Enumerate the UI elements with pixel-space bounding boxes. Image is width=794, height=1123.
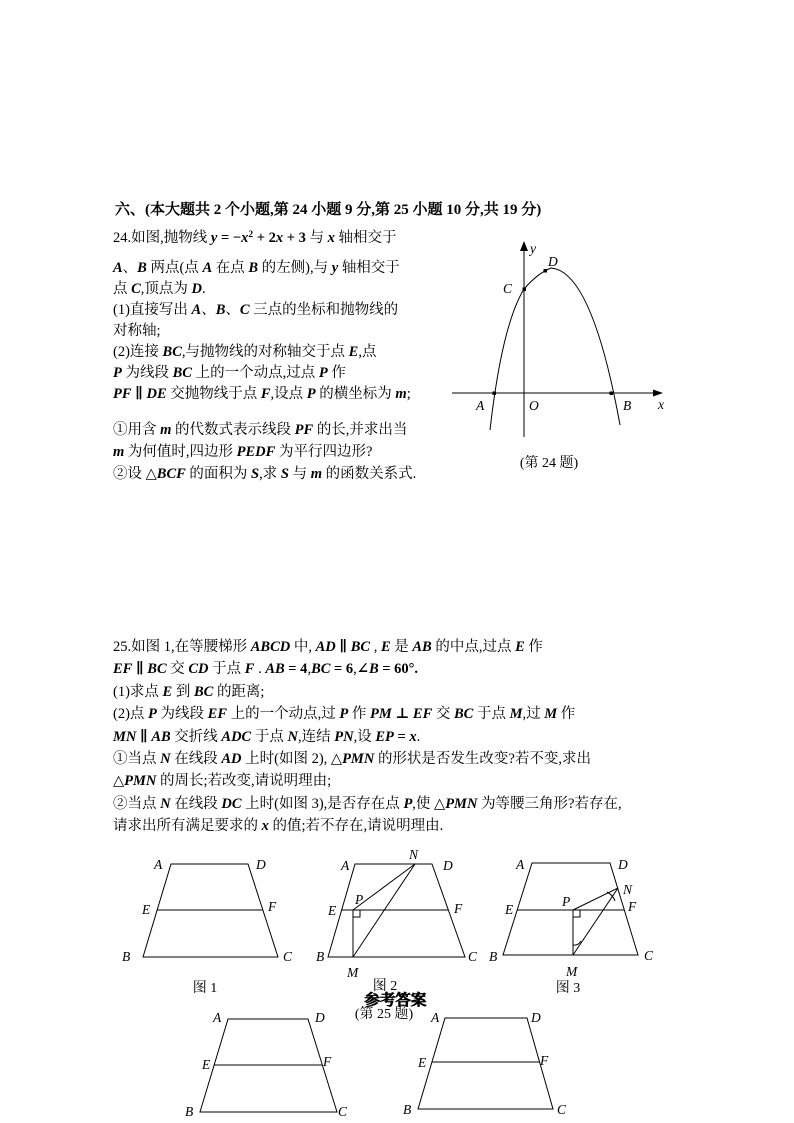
label-A: A [341, 858, 350, 873]
text-run: . [254, 661, 266, 678]
text-run: 作 [327, 365, 346, 381]
text-run: ①用含 [113, 422, 161, 438]
label-B: B [623, 398, 632, 413]
text-run: 的面积为 [185, 465, 252, 482]
text-run: m [160, 422, 172, 438]
answer-key-title: 参考答案 [363, 992, 426, 1009]
text-run: CD [188, 661, 209, 678]
text-run: . [202, 281, 206, 297]
label-C: C [503, 281, 513, 296]
text-run: x [261, 818, 269, 835]
text-run: 的长,并求出当 [313, 422, 408, 438]
text-run: 到 [172, 683, 194, 700]
text-line [113, 726, 622, 748]
text-run: BC [193, 683, 214, 700]
text-run: ; [406, 386, 411, 402]
trapezoid-outline [503, 863, 638, 955]
trapezoid-figure-4 [175, 1003, 355, 1121]
text-run: 作 [348, 706, 370, 723]
text-run: B [368, 661, 379, 678]
trapezoid-outline [418, 1018, 553, 1109]
text-run: 、 [225, 302, 240, 318]
text-run: 交抛物线于点 [166, 386, 261, 402]
text-run: F [244, 661, 255, 678]
problem24-body [113, 258, 411, 405]
text-run: P [306, 386, 316, 402]
text-run: 的左侧),与 [258, 260, 332, 276]
text-run: , [370, 639, 381, 655]
text-run: B [137, 260, 147, 276]
text-run: BC [454, 706, 474, 723]
text-run: 的形状是否发生改变?若不变,求出 [374, 751, 591, 768]
text-run: 为等腰三角形?若存在, [477, 795, 622, 812]
text-run: M [544, 706, 558, 723]
text-run: ,顶点为 [140, 281, 192, 297]
text-run: 25.如图 1,在等腰梯形 [113, 639, 251, 655]
segment-PN [573, 888, 618, 910]
text-run: E [515, 639, 525, 655]
text-run: 24.如图,抛物线 [113, 230, 211, 246]
text-run: P [148, 706, 157, 723]
label-B: B [489, 949, 498, 964]
text-run: B [215, 302, 226, 318]
section-header: 六、(本大题共 2 个小题,第 24 小题 9 分,第 25 小题 10 分,共 19 分) [115, 202, 542, 218]
text-run: A [113, 260, 123, 276]
text-run: y [210, 230, 218, 246]
x-axis-arrow [653, 390, 663, 397]
text-run: 在点 [212, 260, 249, 276]
text-run: 为何值时,四边形 [124, 443, 237, 460]
text-run: C [131, 281, 141, 297]
text-line [113, 793, 622, 815]
text-run: 、 [122, 260, 138, 276]
text-run: 的横坐标为 [315, 386, 396, 402]
text-run: ,设点 [270, 386, 307, 402]
label-C: C [644, 948, 654, 963]
text-run: 交折线 [170, 728, 222, 745]
text-run: 于点 [473, 706, 510, 723]
figure2-caption: 图 2 [372, 979, 398, 994]
text-run: DE [146, 386, 167, 402]
text-run: PEDF [236, 443, 276, 460]
text-run: E [380, 639, 391, 655]
text-run: m [395, 386, 407, 402]
label-D: D [315, 1010, 325, 1025]
text-run: PMN [342, 751, 375, 768]
text-run: ∥ [136, 728, 152, 745]
trapezoid-figure-5 [395, 1003, 575, 1121]
text-run: . [416, 728, 421, 745]
text-line [113, 748, 622, 770]
text-run: 轴相交于 [338, 260, 400, 276]
text-run: , [307, 661, 312, 678]
text-line [113, 658, 622, 680]
text-run: 请求出所有满足要求的 [113, 818, 262, 835]
problem25-body [113, 636, 622, 838]
text-run: DC [221, 795, 242, 812]
text-run: 作 [524, 639, 543, 655]
text-run: ①当点 [113, 751, 161, 768]
text-run: x [241, 230, 249, 246]
problem24-intro [113, 227, 397, 252]
text-run: A [202, 260, 213, 276]
text-line [113, 636, 622, 658]
text-run: 的值;若不存在,请说明理由. [268, 818, 444, 835]
label-P: P [562, 894, 571, 909]
text-run: 上的一个动点,过 [227, 706, 340, 723]
label-B: B [122, 949, 131, 964]
right-angle-mark [353, 910, 360, 917]
text-run: = 6 [330, 661, 354, 678]
text-run: N [287, 728, 298, 745]
text-run: ,过 [522, 706, 545, 723]
text-run: 是 [390, 639, 413, 655]
text-run: ABCD [250, 639, 291, 655]
segment-MN [573, 888, 618, 955]
text-run: (2)连接 [113, 344, 163, 360]
label-F: F [323, 1054, 332, 1069]
text-run: + 3 [283, 230, 310, 246]
answer-key-caption: (第 25 题) [354, 1007, 414, 1022]
text-run: P [339, 706, 349, 723]
text-run: 与 [288, 465, 311, 482]
text-run: ,与抛物线的对称轴交于点 [181, 344, 349, 360]
label-F: F [540, 1053, 549, 1068]
text-run: 、 [201, 302, 216, 318]
text-run: 上时(如图 2), △ [241, 751, 343, 768]
text-line [113, 363, 411, 384]
text-run: 轴相交于 [334, 230, 397, 246]
text-run: EF [207, 706, 227, 723]
text-run: 于点 [208, 661, 245, 678]
text-run: 在线段 [170, 751, 222, 768]
trapezoid-figure-3 [488, 845, 666, 980]
label-A: A [213, 1010, 222, 1025]
problem24-subquestions [113, 420, 416, 485]
label-C: C [283, 949, 293, 964]
label-B: B [185, 1104, 194, 1119]
point-D [544, 269, 548, 273]
figure1-caption: 图 1 [192, 981, 218, 996]
label-M: M [347, 965, 359, 980]
text-run: ∥ [132, 661, 148, 678]
text-run: 在线段 [170, 795, 222, 812]
text-run: 为线段 [156, 706, 208, 723]
label-D: D [443, 858, 453, 873]
text-run: BC [172, 365, 192, 381]
figure3-caption: 图 3 [555, 981, 581, 996]
point-A [493, 392, 497, 396]
figure24-caption: (第 24 题) [519, 456, 579, 471]
text-run: ∥ [335, 639, 351, 655]
label-P: P [355, 892, 364, 907]
label-A: A [476, 398, 485, 413]
text-run: 为平行四边形? [275, 443, 373, 460]
text-run: ⊥ [391, 706, 413, 723]
text-run: = − [217, 230, 242, 246]
text-run: 于点 [251, 728, 288, 745]
text-run: 对称轴; [113, 323, 161, 339]
text-run: AB [151, 728, 171, 745]
text-run: 的中点,过点 [431, 639, 516, 655]
text-line [113, 227, 397, 252]
text-run: △ [113, 773, 125, 790]
text-run: 三点的坐标和抛物线的 [249, 302, 399, 318]
text-run: EF [113, 661, 133, 678]
text-run: BC [162, 344, 182, 360]
label-C: C [557, 1102, 567, 1117]
text-run: PF [294, 422, 314, 438]
label-N: N [623, 882, 633, 897]
text-run: ∥ [131, 386, 147, 402]
text-run: E [348, 344, 359, 360]
text-run: y [331, 260, 339, 276]
text-run: 作 [557, 706, 576, 723]
text-run: 上的一个动点,过点 [191, 365, 319, 381]
text-line [113, 342, 411, 363]
text-line [113, 681, 622, 703]
text-run: PF [113, 386, 132, 402]
label-A: A [516, 857, 525, 872]
text-run: ,求 [259, 465, 281, 482]
text-run: + 2 [253, 230, 276, 246]
text-run: ∠ [356, 661, 369, 678]
label-E: E [202, 1057, 211, 1072]
label-y: y [530, 241, 536, 256]
angle-arc-N [607, 892, 615, 901]
label-O: O [529, 398, 539, 413]
text-run: AB [412, 639, 432, 655]
label-E: E [505, 902, 514, 917]
text-run: P [403, 795, 413, 812]
right-angle-mark [573, 910, 580, 917]
text-run: AD [221, 751, 242, 768]
text-run: ,使 △ [412, 795, 446, 812]
text-line [113, 770, 622, 792]
label-F: F [454, 901, 463, 916]
text-line [113, 300, 411, 321]
text-run: x [275, 230, 284, 246]
label-E: E [142, 902, 151, 917]
point-C [523, 288, 527, 292]
text-run: 与 [309, 230, 328, 246]
label-B: B [403, 1102, 412, 1117]
text-run: ,点 [358, 344, 377, 360]
text-run: 中, [290, 639, 316, 655]
text-run: PM [369, 706, 392, 723]
text-run: BC [147, 661, 167, 678]
text-line [113, 258, 411, 279]
text-run: AD [315, 639, 336, 655]
text-run: = 60°. [378, 661, 419, 678]
text-run: P [318, 365, 328, 381]
text-line [113, 703, 622, 725]
label-N: N [409, 847, 419, 862]
label-E: E [418, 1055, 427, 1070]
text-run: ADC [221, 728, 252, 745]
text-run: 的周长;若改变,请说明理由; [156, 773, 332, 790]
text-run: P [113, 365, 122, 381]
text-run: 为线段 [121, 365, 173, 381]
text-run: PN [334, 728, 354, 745]
text-run: 交 [166, 661, 189, 678]
text-run: x [327, 230, 335, 246]
y-axis-arrow [520, 241, 528, 251]
point-B [610, 392, 614, 396]
text-run: PMN [445, 795, 478, 812]
text-run: S [251, 465, 260, 482]
label-x: x [658, 397, 664, 412]
label-D: D [256, 857, 266, 872]
text-run: , [353, 661, 357, 678]
text-run: MN [113, 728, 137, 745]
label-D: D [531, 1010, 541, 1025]
label-A: A [154, 857, 163, 872]
text-run: 的函数关系式. [321, 465, 417, 482]
label-F: F [268, 899, 277, 914]
trapezoid-figure-2 [315, 845, 487, 980]
label-D: D [548, 254, 558, 269]
trapezoid-figure-1 [115, 845, 300, 975]
text-run: EP [375, 728, 394, 745]
text-run: EF [412, 706, 433, 723]
text-run: E [162, 683, 173, 700]
text-run: (1)直接写出 [113, 302, 192, 318]
parabola-figure [450, 235, 685, 480]
text-run: 的距离; [213, 683, 265, 700]
text-run: N [160, 795, 171, 812]
text-run: F [260, 386, 271, 402]
label-F: F [628, 899, 637, 914]
label-E: E [328, 903, 337, 918]
text-line [113, 815, 622, 837]
label-D: D [618, 857, 628, 872]
text-run: 的代数式表示线段 [171, 422, 295, 438]
text-run: (1)求点 [113, 683, 163, 700]
text-run: B [248, 260, 259, 276]
text-run: m [310, 465, 322, 482]
text-run: N [160, 751, 171, 768]
text-run: BCF [156, 465, 186, 482]
text-line [113, 384, 411, 405]
text-run: x [409, 728, 417, 745]
text-run: M [509, 706, 523, 723]
text-run: ,连结 [297, 728, 335, 745]
text-run: S [280, 465, 289, 482]
text-run: 点 [113, 281, 132, 297]
label-M: M [566, 964, 578, 979]
text-run: 交 [432, 706, 454, 723]
text-run: 上时(如图 3),是否存在点 [241, 795, 404, 812]
text-run: BC [311, 661, 331, 678]
label-A: A [431, 1010, 440, 1025]
text-run: BC [350, 639, 371, 655]
text-line [113, 442, 416, 464]
label-C: C [338, 1104, 348, 1119]
text-run: C [239, 302, 250, 318]
label-C: C [468, 949, 478, 964]
label-B: B [316, 949, 325, 964]
text-line [113, 464, 416, 486]
text-run: m [113, 443, 125, 460]
text-run: = 4 [284, 661, 308, 678]
text-run: PMN [124, 773, 157, 790]
text-run: 2 [248, 230, 254, 240]
text-line [113, 420, 416, 442]
text-line [113, 279, 411, 300]
text-run: D [191, 281, 203, 297]
text-line [113, 321, 411, 342]
text-run: ,设 [353, 728, 376, 745]
text-run: ②设 △ [113, 465, 157, 482]
text-run: AB [265, 661, 285, 678]
text-run: (2)点 [113, 706, 149, 723]
text-run: 两点(点 [146, 260, 203, 276]
text-run: = [393, 728, 410, 745]
text-run: ②当点 [113, 795, 161, 812]
text-run: A [191, 302, 202, 318]
